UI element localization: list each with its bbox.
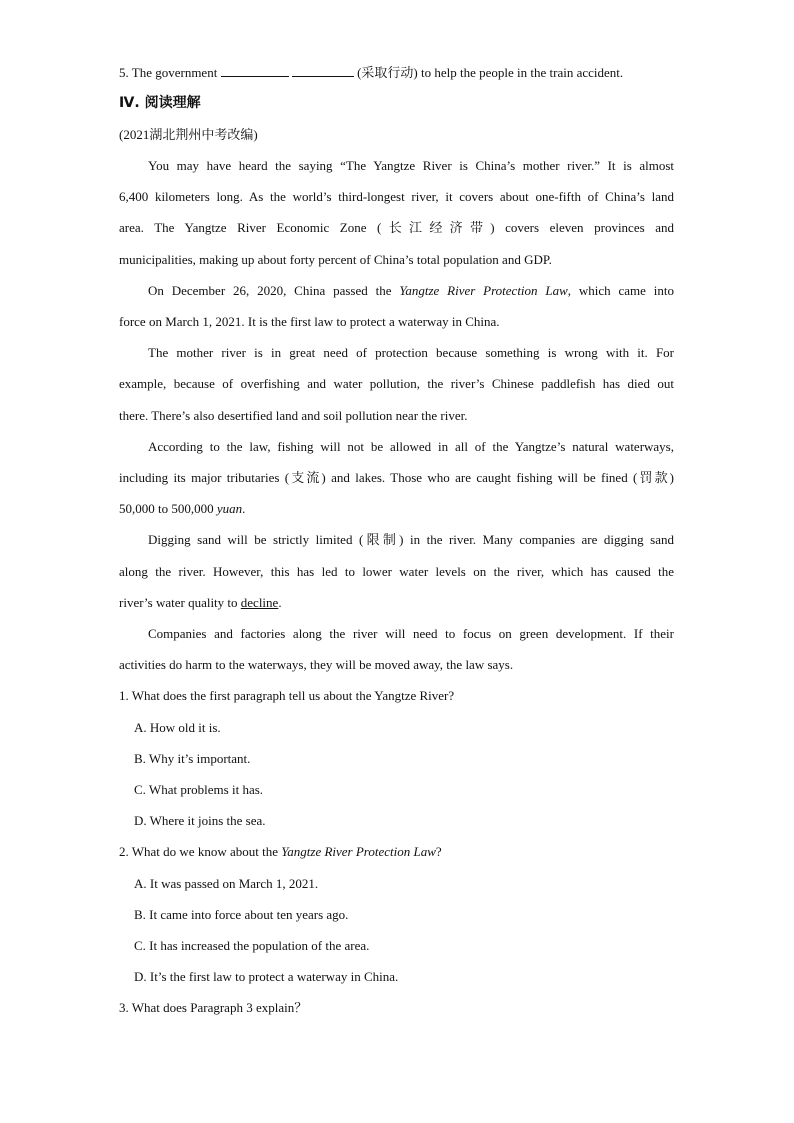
sentence-end: . [278,595,282,610]
question-2-option-a[interactable]: A. It was passed on March 1, 2021. [134,876,319,891]
paragraph-1-line-1: You may have heard the saying “The Yangtze River is China’s mother river.” It is almost [148,158,674,173]
passage-source: (2021湖北荆州中考改编) [119,127,258,142]
paragraph-2-line-2: force on March 1, 2021. It is the first law to protect a waterway in China. [119,314,500,329]
underlined-word-decline: decline [240,595,279,610]
paragraph-3-line-3: there. There’s also desertified land and soil pollution near the river. [119,408,468,423]
paragraph-2-text: On December 26, 2020, China passed the [148,283,400,298]
question-1-stem: 1. What does the first paragraph tell us about the Yangtze River? [119,688,455,703]
question-mark: ? [435,844,442,859]
paragraph-4-line-1: According to the law, fishing will not be allowed in all of the Yangtze’s natural waterways, [148,439,674,454]
paragraph-3-line-1: The mother river is in great need of protection because something is wrong with it. For [148,345,674,360]
paragraph-5-line-1: Digging sand will be strictly limited (限制) in the river. Many companies are digging sand [148,532,674,547]
currency-word: yuan [216,501,243,516]
question-5-prefix: 5. The government [119,65,218,80]
fine-amount: 50,000 to 500,000 [119,501,217,516]
paragraph-4-line-3 [119,501,245,517]
paragraph-6-line-2: activities do harm to the waterways, they will be moved away, the law says. [119,657,514,672]
question-5 [119,64,623,81]
question-1-option-c[interactable]: C. What problems it has. [134,782,264,797]
paragraph-2-text-end: , which came into [567,283,675,298]
question-2-text: 2. What do we know about the [119,844,282,859]
paragraph-2-line-1 [148,283,674,299]
paragraph-1-line-2: 6,400 kilometers long. As the world’s third-longest river, it covers about one-fifth of China’s land [119,189,674,204]
answer-blank-2[interactable] [292,64,354,77]
paragraph-6-line-1: Companies and factories along the river will need to focus on green development. If their [148,626,674,641]
paragraph-1-line-4: municipalities, making up about forty percent of China’s total population and GDP. [119,252,552,267]
paragraph-3-line-2: example, because of overfishing and water pollution, the river’s Chinese paddlefish has died out [119,376,674,391]
question-2-option-d[interactable]: D. It’s the first law to protect a waterway in China. [134,969,399,984]
question-5-suffix: (采取行动) to help the people in the train accident. [357,65,624,80]
paragraph-5-line-3 [119,595,282,611]
paragraph-4-line-2: including its major tributaries (支流) and lakes. Those who are caught fishing will be fined (罚款) [119,470,674,485]
question-2-stem [119,844,442,860]
paragraph-1-line-3: area. The Yangtze River Economic Zone (长江经济带) covers eleven provinces and [119,220,674,235]
section-heading: Ⅳ. 阅读理解 [119,95,201,111]
question-2-option-c[interactable]: C. It has increased the population of the area. [134,938,370,953]
question-1-option-a[interactable]: A. How old it is. [134,720,221,735]
law-title: Yangtze River Protection Law [399,283,568,298]
question-1-option-b[interactable]: B. Why it’s important. [134,751,251,766]
paragraph-5-line-2: along the river. However, this has led to lower water levels on the river, which has caused the [119,564,674,579]
answer-blank-1[interactable] [221,64,289,77]
question-2-option-b[interactable]: B. It came into force about ten years ago. [134,907,349,922]
paragraph-5-text: river’s water quality to [119,595,241,610]
question-1-option-d[interactable]: D. Where it joins the sea. [134,813,266,828]
sentence-end: . [242,501,246,516]
law-title: Yangtze River Protection Law [281,844,436,859]
question-3-stem: 3. What does Paragraph 3 explain？ [119,1000,308,1015]
